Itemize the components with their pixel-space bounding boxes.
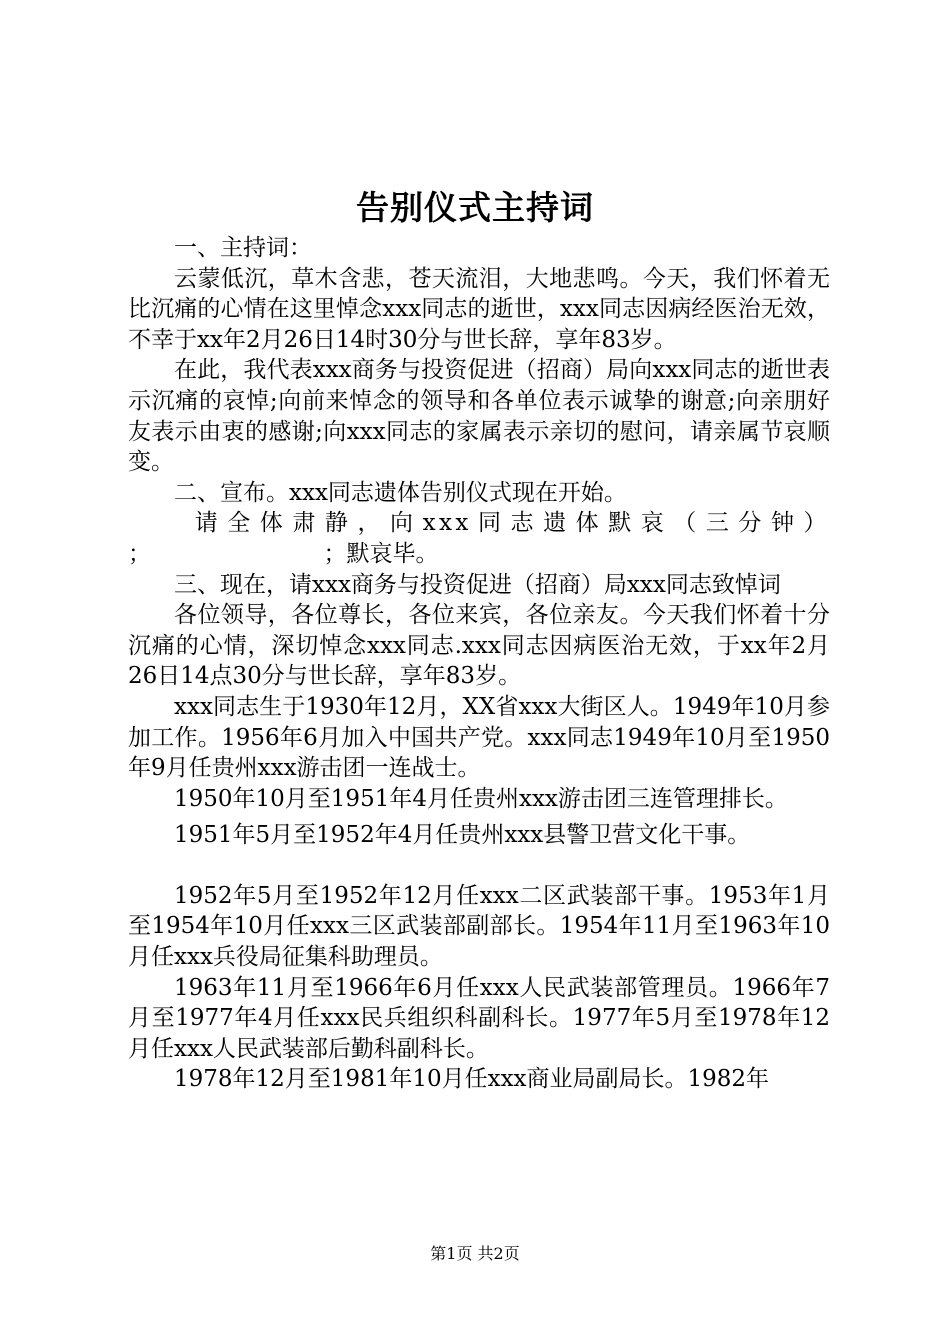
paragraph-eulogy-intro: 各位领导，各位尊长，各位来宾，各位亲友。今天我们怀着十分沉痛的心情，深切悼念xxx同志.xxx同志因病医治无效，于xx年2月26日14点30分与世长辞，享年83岁。 [128,602,830,690]
paragraph-condolence: 在此，我代表xxx商务与投资促进（招商）局向xxx同志的逝世表示沉痛的哀悼;向前来悼念的领导和各单位表示诚挚的谢意;向亲朋好友表示由衷的感谢;向xxx同志的家属表示亲切的慰问，请亲属节哀顺变。 [128,357,830,476]
document-title: 告别仪式主持词 [356,188,594,227]
paragraph-career-1952: 1952年5月至1952年12月任xxx二区武装部干事。1953年1月至1954年10月任xxx三区武装部副部长。1954年11月至1963年10月任xxx兵役局征集科助理员。 [128,882,830,971]
paragraph-biography: xxx同志生于1930年12月，XX省xxx大街区人。1949年10月参加工作。1956年6月加入中国共产党。xxx同志1949年10月至1950年9月任贵州xxx游击团一连战士。 [128,693,830,782]
paragraph-career-1978: 1978年12月至1981年10月任xxx商业局副局长。1982年 [174,1066,770,1093]
paragraph-opening: 云蒙低沉，草木含悲，苍天流泪，大地悲鸣。今天，我们怀着无比沉痛的心情在这里悼念xxx同志的逝世，xxx同志因病经医治无效，不幸于xx年2月26日14时30分与世长辞，享年83岁。 [128,265,830,353]
paragraph-career-1963: 1963年11月至1966年6月任xxx人民武装部管理员。1966年7月至1977年4月任xxx民兵组织科副科长。1977年5月至1978年12月任xxx人民武装部后勤科副科长。 [128,974,830,1062]
paragraph-career-1951: 1951年5月至1952年4月任贵州xxx县警卫营文化干事。 [174,822,751,849]
page-footer: 第1页 共2页 [430,1244,520,1263]
document-body [128,233,830,1095]
paragraph-host-heading: 一、主持词： [174,235,312,261]
paragraph-announcement: 二、宣布。xxx同志遗体告别仪式现在开始。 [174,479,627,506]
paragraph-silence-end: ； ；默哀毕。 [128,540,439,567]
paragraph-silence: 请全体肃静，向xxx同志遗体默哀（三分钟） [194,510,830,537]
paragraph-career-1950: 1950年10月至1951年4月任贵州xxx游击团三连管理排长。 [174,785,788,812]
paragraph-eulogy-heading: 三、现在，请xxx商务与投资促进（招商）局xxx同志致悼词 [174,571,781,598]
